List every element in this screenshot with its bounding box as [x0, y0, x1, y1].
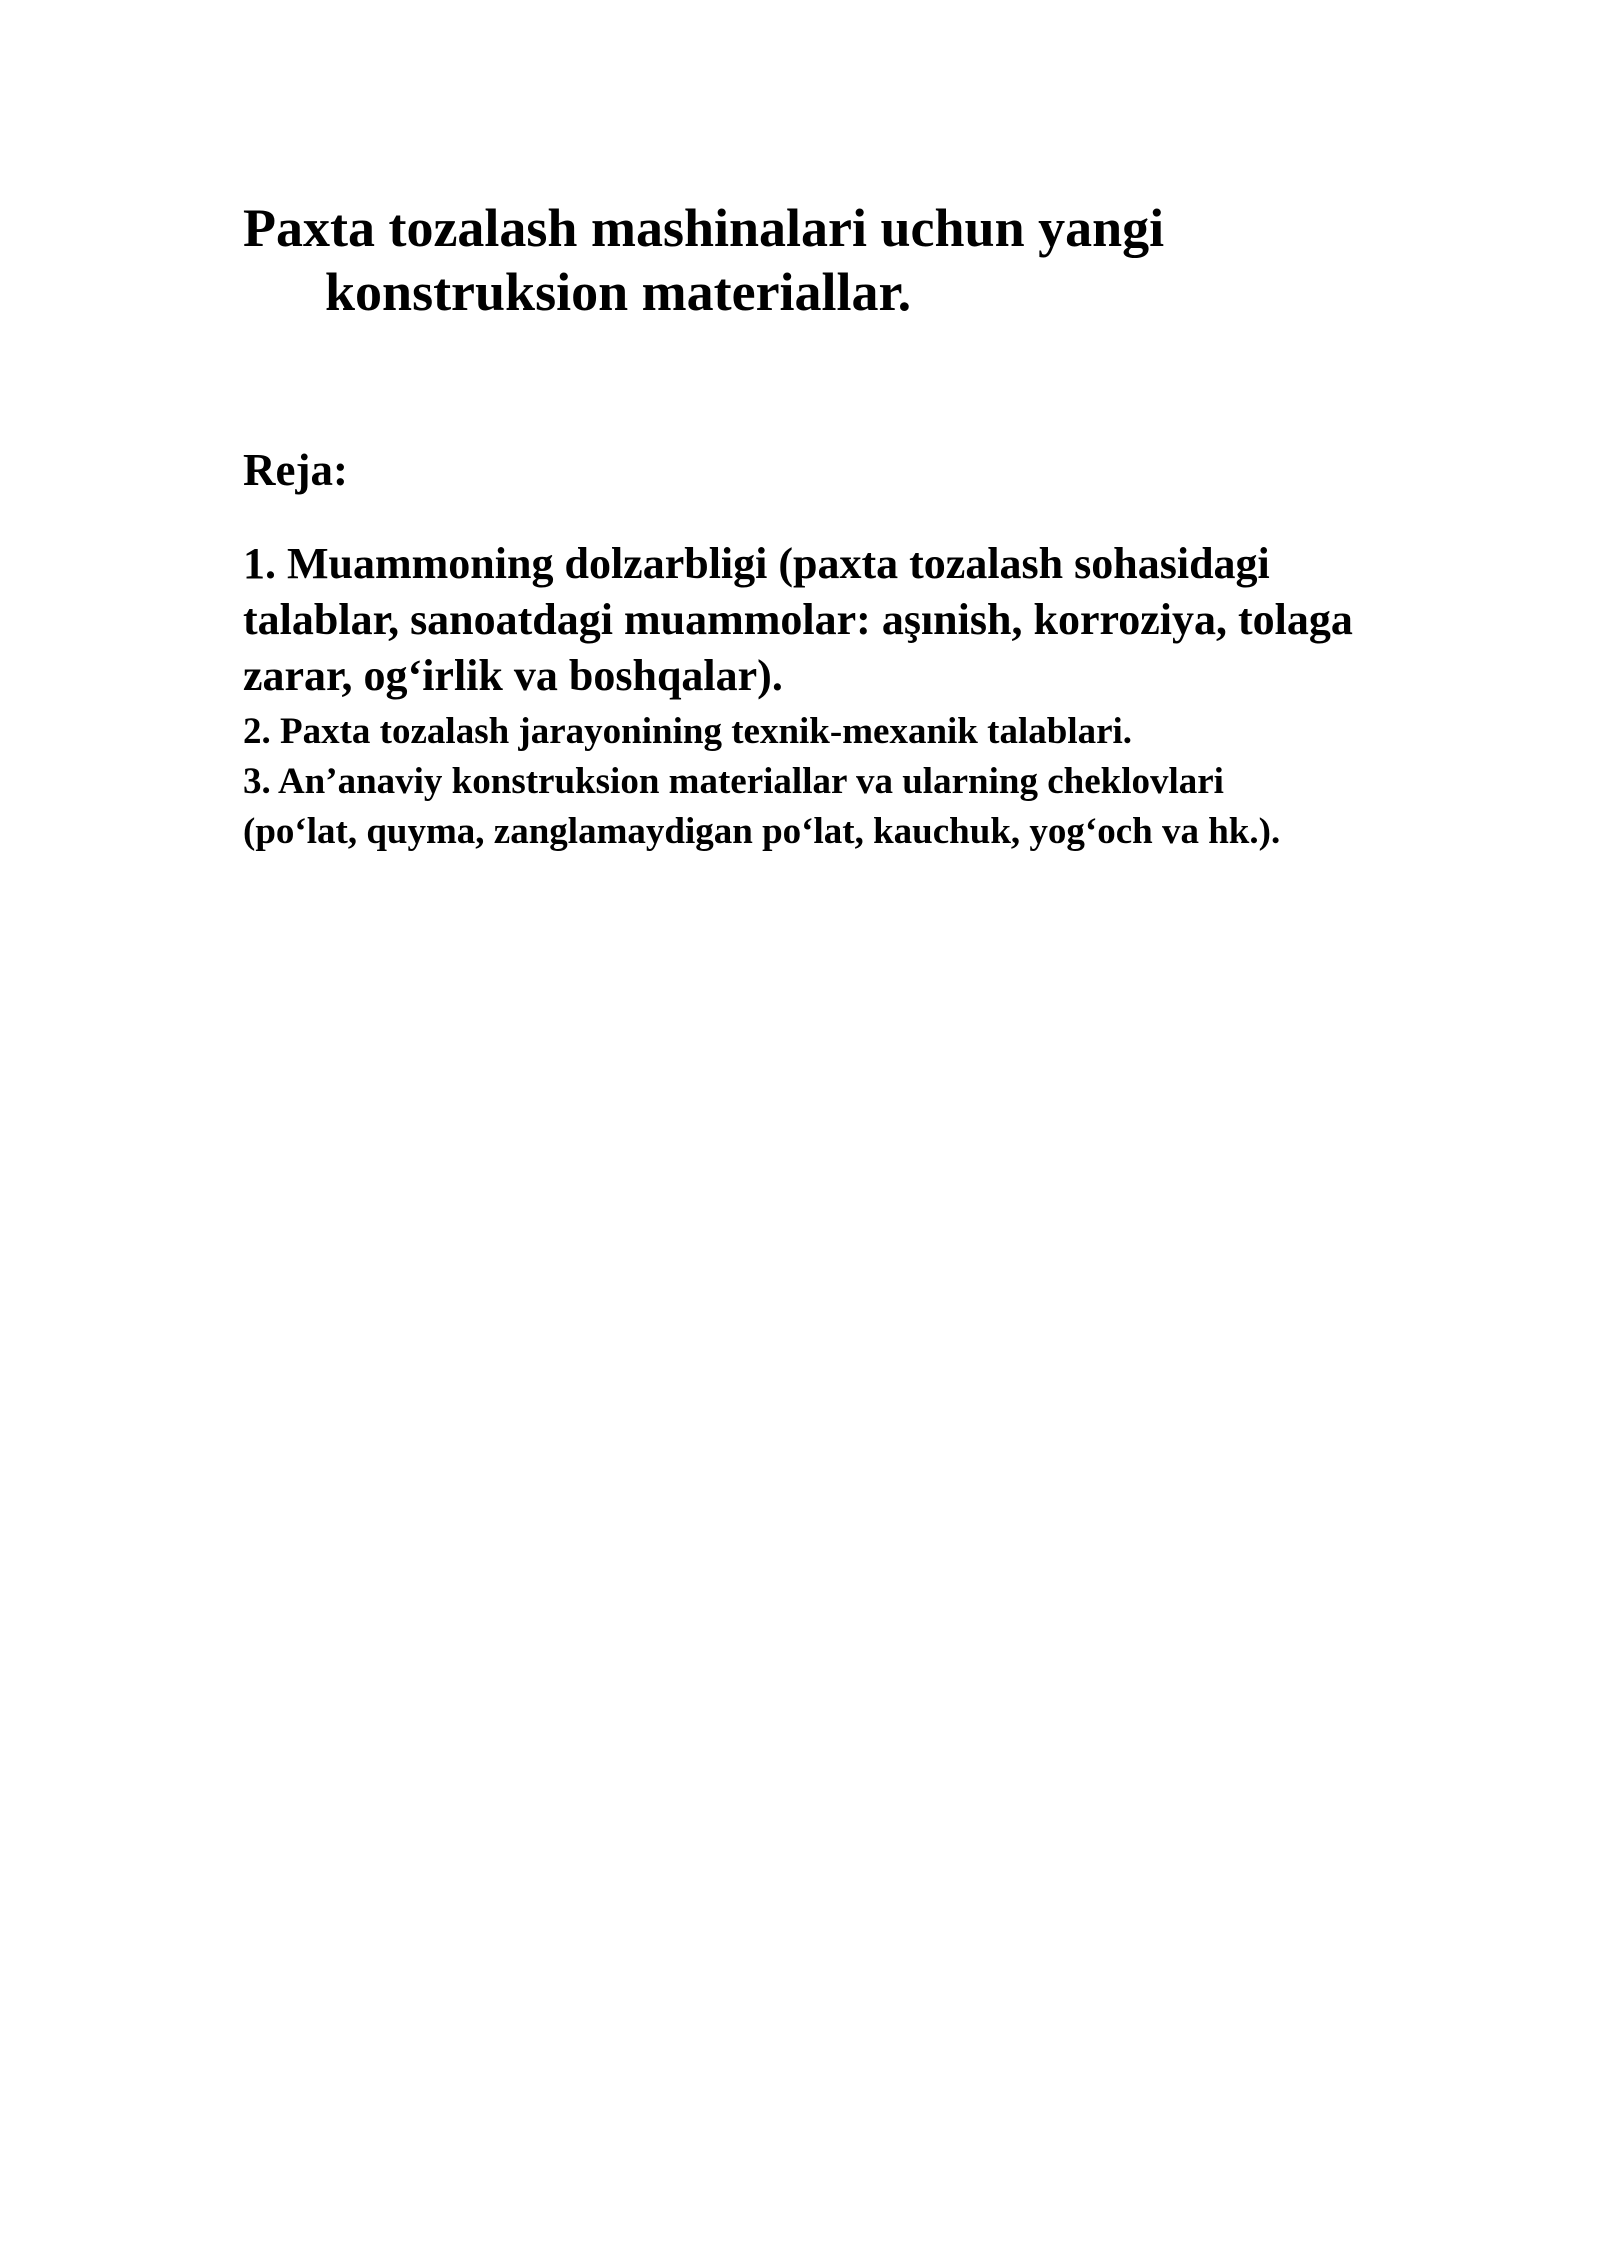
plan-item-3: 3. An’anaviy konstruksion materiallar va ularning cheklovlari (po‘lat, quyma, zanglamaydigan po‘lat, kauchuk, yog‘och va hk.). — [243, 761, 1281, 852]
plan-heading: Reja: — [243, 445, 348, 495]
plan-item-1: 1. Muammoning dolzarbligi (paxta tozalash sohasidagi talablar, sanoatdagi muammolar: aşınish, korroziya, tolaga zarar, og‘irlik va boshqalar). — [243, 539, 1353, 700]
document-title: Paxta tozalash mashinalari uchun yangi konstruksion materiallar. — [243, 198, 1165, 322]
plan-item-2: 2. Paxta tozalash jarayonining texnik-mexanik talablari. — [243, 711, 1133, 752]
